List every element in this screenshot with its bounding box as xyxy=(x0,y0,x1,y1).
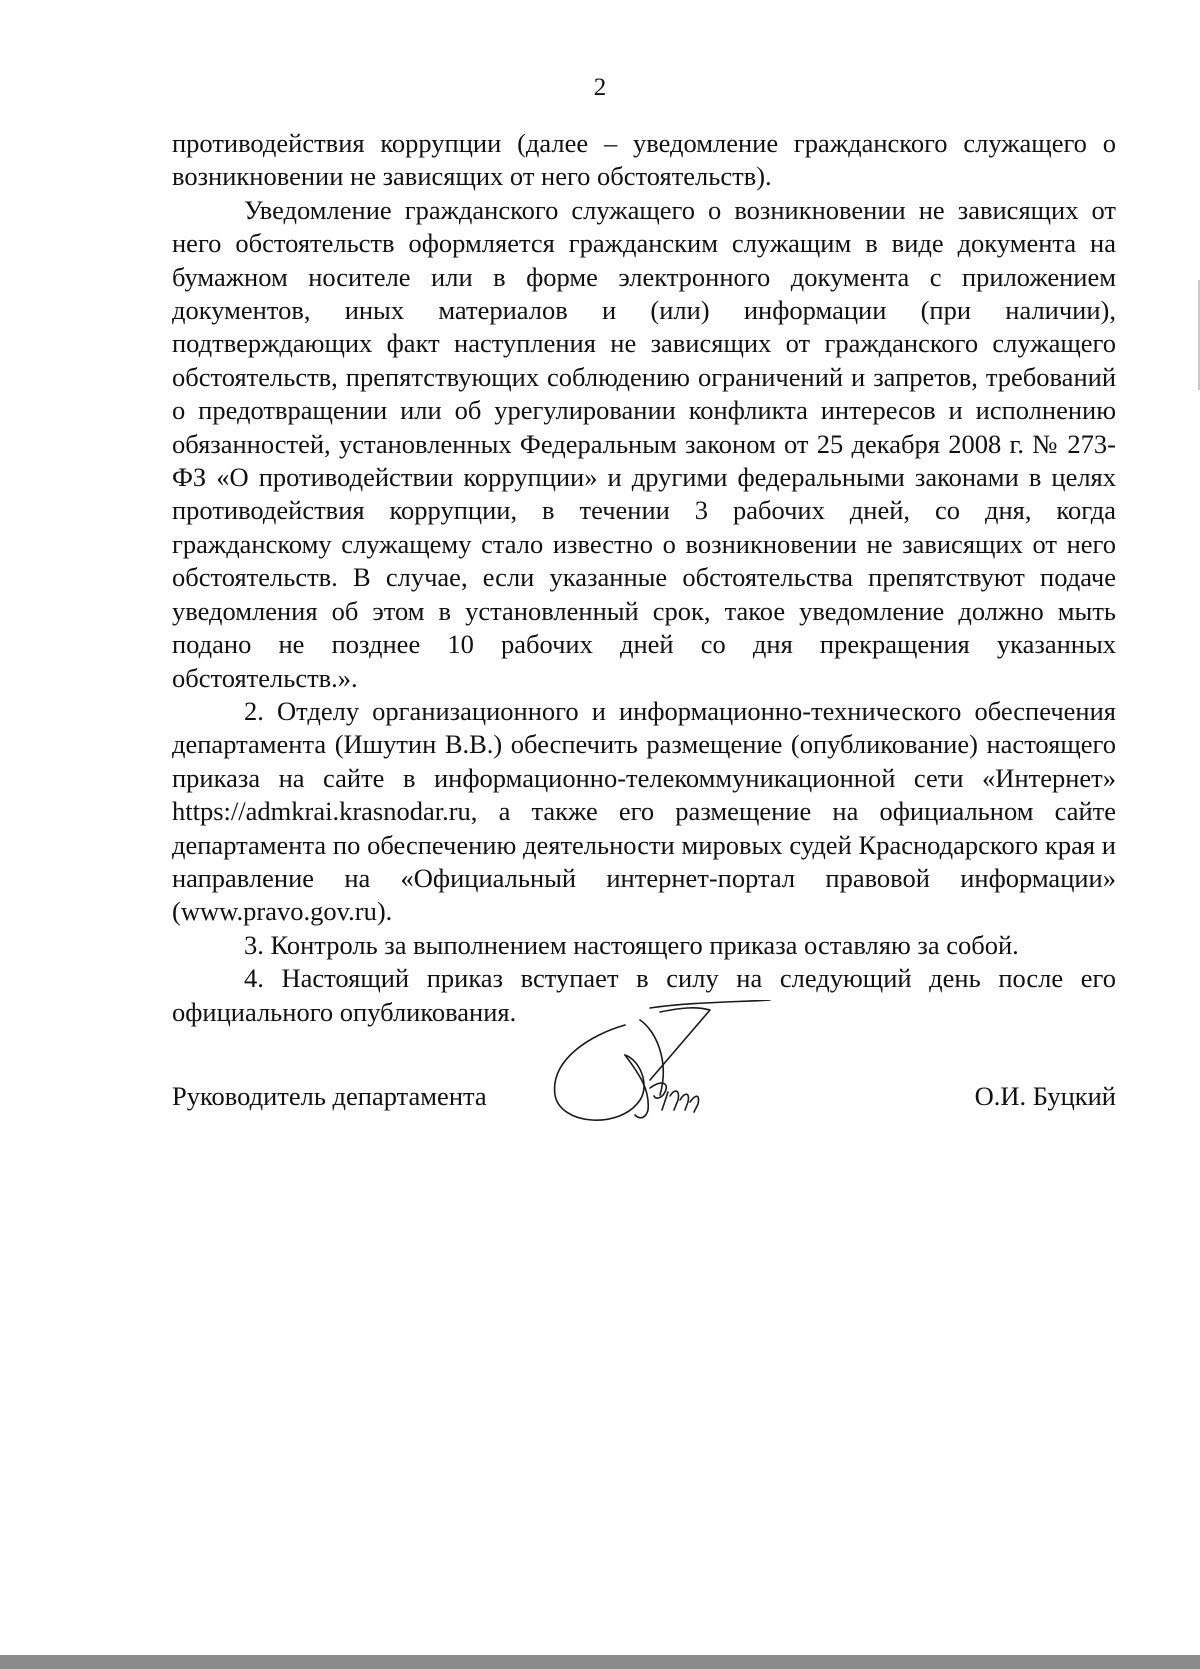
signer-name: О.И. Буцкий xyxy=(974,1081,1116,1111)
page-number: 2 xyxy=(593,74,607,101)
handwritten-signature xyxy=(530,1000,830,1150)
paragraph-continuation: противодействия коррупции (далее – уведомление гражданского служащего о возникновении не зависящих от него обстоятельств). xyxy=(172,128,1116,192)
paragraph-item-3-control: 3. Контроль за выполнением настоящего приказа оставляю за собой. xyxy=(244,929,1019,960)
signature-row xyxy=(172,1081,1116,1121)
paragraph-notification-procedure: Уведомление гражданского служащего о возникновении не зависящих от него обстоятельств оформляется гражданским служащим в виде документа на бумажном носителе или в форме электронного документа с приложением документов, иных материалов и (или) информации (при наличии), подтверждающих факт наступления не зависящих от гражданского служащего обстоятельств, препятствующих соблюдению ограничений и запретов, требований о предотвращении или об урегулировании конфликта интересов и исполнению обязанностей, установленных Федеральным законом от 25 декабря 2008 г. № 273-ФЗ «О противодействии коррупции» и другими федеральными законами в целях противодействия коррупции, в течении 3 рабочих дней, со дня, когда гражданскому служащему стало известно о возникновении не зависящих от него обстоятельств. В случае, если указанные обстоятельства препятствуют подаче уведомления об этом в установленный срок, такое уведомление должно мыть подано не позднее 10 рабочих дней со дня прекращения указанных обстоятельств.». xyxy=(172,194,1116,693)
document-body xyxy=(172,127,1116,1029)
scan-bottom-border xyxy=(0,1655,1200,1669)
paragraph-item-4-effect: 4. Настоящий приказ вступает в силу на следующий день после его официального опубликования. xyxy=(172,963,1116,1027)
signer-position: Руководитель департамента xyxy=(172,1081,487,1111)
paragraph-item-2-publication: 2. Отделу организационного и информационно-технического обеспечения департамента (Ишутин В.В.) обеспечить размещение (опубликование) настоящего приказа на сайте в информационно-телекоммуникационной сети «Интернет» https://admkrai.krasnodar.ru, а также его размещение на официальном сайте департамента по обеспечению деятельности мировых судей Краснодарского края и направление на «Официальный интернет-портал правовой информации» (www.pravo.gov.ru). xyxy=(172,695,1116,927)
